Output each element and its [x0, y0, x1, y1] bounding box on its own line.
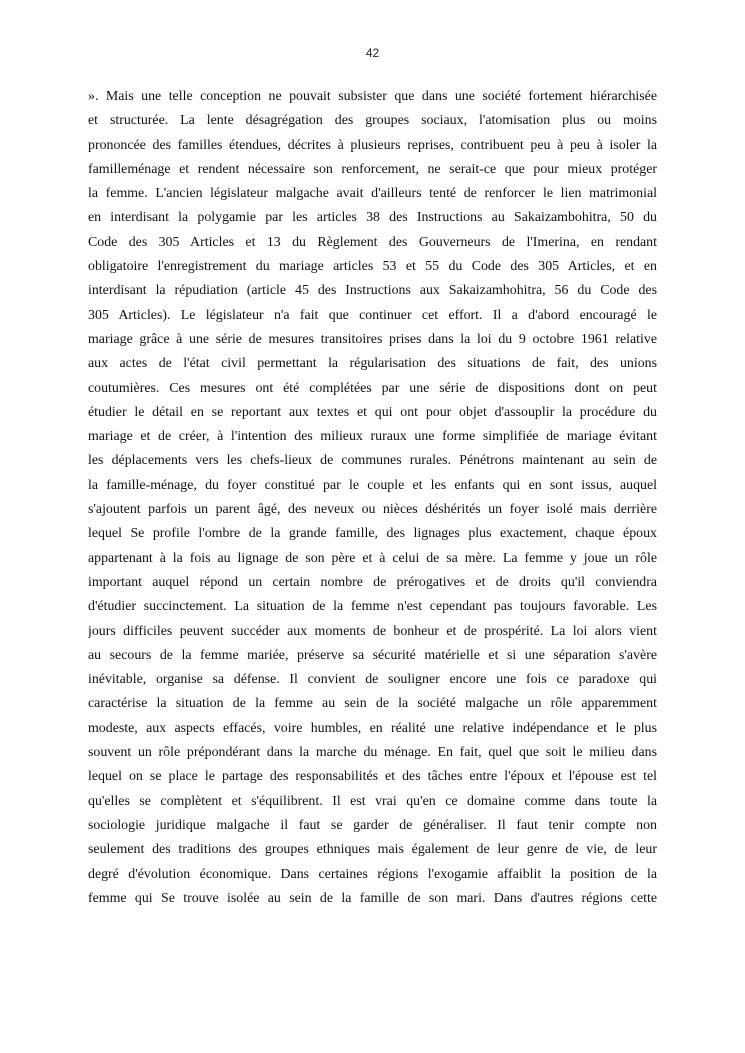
text-line: important auquel répond un certain nombre de prérogatives et de droits qu'il conviendra	[88, 574, 657, 590]
text-line: sociologie juridique malgache il faut se garder de généraliser. Il faut tenir compte non	[88, 817, 657, 833]
text-line: aux actes de l'état civil permettant la régularisation des situations de fait, des unions	[88, 356, 657, 372]
text-line: femme qui Se trouve isolée au sein de la famille de son mari. Dans d'autres régions cette	[88, 890, 657, 906]
text-line: caractérise la situation de la femme au sein de la société malgache un rôle apparemment	[88, 696, 657, 712]
text-line: coutumières. Ces mesures ont été complétées par une série de dispositions dont on peut	[88, 380, 657, 396]
text-line: qu'elles se complètent et s'équilibrent. Il est vrai qu'en ce domaine comme dans toute la	[88, 793, 657, 809]
text-line: au secours de la femme mariée, préserve sa sécurité matérielle et si une séparation s'avère	[88, 647, 657, 663]
text-line: ». Mais une telle conception ne pouvait subsister que dans une société fortement hiérarchisée	[88, 89, 657, 104]
text-line: interdisant la répudiation (article 45 des Instructions aux Sakaizamhohitra, 56 du Code des	[88, 283, 657, 299]
text-line: appartenant à la fois au lignage de son père et à celui de sa mère. La femme y joue un rôle	[88, 550, 657, 566]
text-line: jours difficiles peuvent succéder aux moments de bonheur et de prospérité. La loi alors vient	[88, 623, 657, 639]
text-line: mariage et de créer, à l'intention des milieux ruraux une forme simplifiée de mariage évitant	[88, 429, 657, 445]
text-line: Code des 305 Articles et 13 du Règlement des Gouverneurs de l'Imerina, en rendant	[88, 234, 657, 250]
text-line: 305 Articles). Le législateur n'a fait que continuer cet effort. Il a d'abord encouragé le	[88, 307, 657, 323]
text-line: lequel Se profile l'ombre de la grande famille, des lignages plus exactement, chaque époux	[88, 526, 657, 542]
text-line: degré d'évolution économique. Dans certaines régions l'exogamie affaiblit la position de la	[88, 866, 657, 882]
text-line: les déplacements vers les chefs-lieux de communes rurales. Pénétrons maintenant au sein de	[88, 453, 657, 469]
text-line: modeste, aux aspects effacés, voire humbles, en réalité une relative indépendance et le plus	[88, 720, 657, 736]
body-text	[88, 85, 657, 911]
text-line: seulement des traditions des groupes ethniques mais également de leur genre de vie, de leur	[88, 842, 657, 858]
text-line: souvent un rôle prépondérant dans la marche du ménage. En fait, quel que soit le milieu dans	[88, 745, 657, 761]
text-line: la famille-ménage, du foyer constitué par le couple et les enfants qui en sont issus, auquel	[88, 477, 657, 493]
text-line: en interdisant la polygamie par les articles 38 des Instructions au Sakaizambohitra, 50 du	[88, 210, 657, 226]
page-number: 42	[365, 46, 380, 60]
text-line: étudier le détail en se reportant aux textes et qui ont pour objet d'assouplir la procédure du	[88, 404, 657, 420]
text-line: la femme. L'ancien législateur malgache avait d'ailleurs tenté de renforcer le lien matrimonial	[88, 186, 657, 202]
text-line: prononcée des familles étendues, décrites à plusieurs reprises, contribuent peu à peu à isoler la	[88, 137, 657, 153]
text-line: obligatoire l'enregistrement du mariage articles 53 et 55 du Code des 305 Articles, et en	[88, 259, 657, 275]
text-line: lequel on se place le partage des responsabilités et des tâches entre l'époux et l'épouse est tel	[88, 769, 657, 785]
text-line: s'ajoutent parfois un parent âgé, des neveux ou nièces déshérités un foyer isolé mais derrière	[88, 502, 657, 518]
text-line: d'étudier succinctement. La situation de la femme n'est cependant pas toujours favorable. Les	[88, 599, 657, 615]
text-line: inévitable, organise sa défense. Il convient de souligner encore une fois ce paradoxe qui	[88, 672, 657, 688]
text-line: mariage grâce à une série de mesures transitoires prises dans la loi du 9 octobre 1961 relative	[88, 331, 657, 347]
text-line: familleménage et rendent nécessaire son renforcement, ne serait-ce que pour mieux protéger	[88, 161, 657, 177]
text-line: et structurée. La lente désagrégation des groupes sociaux, l'atomisation plus ou moins	[88, 113, 657, 129]
